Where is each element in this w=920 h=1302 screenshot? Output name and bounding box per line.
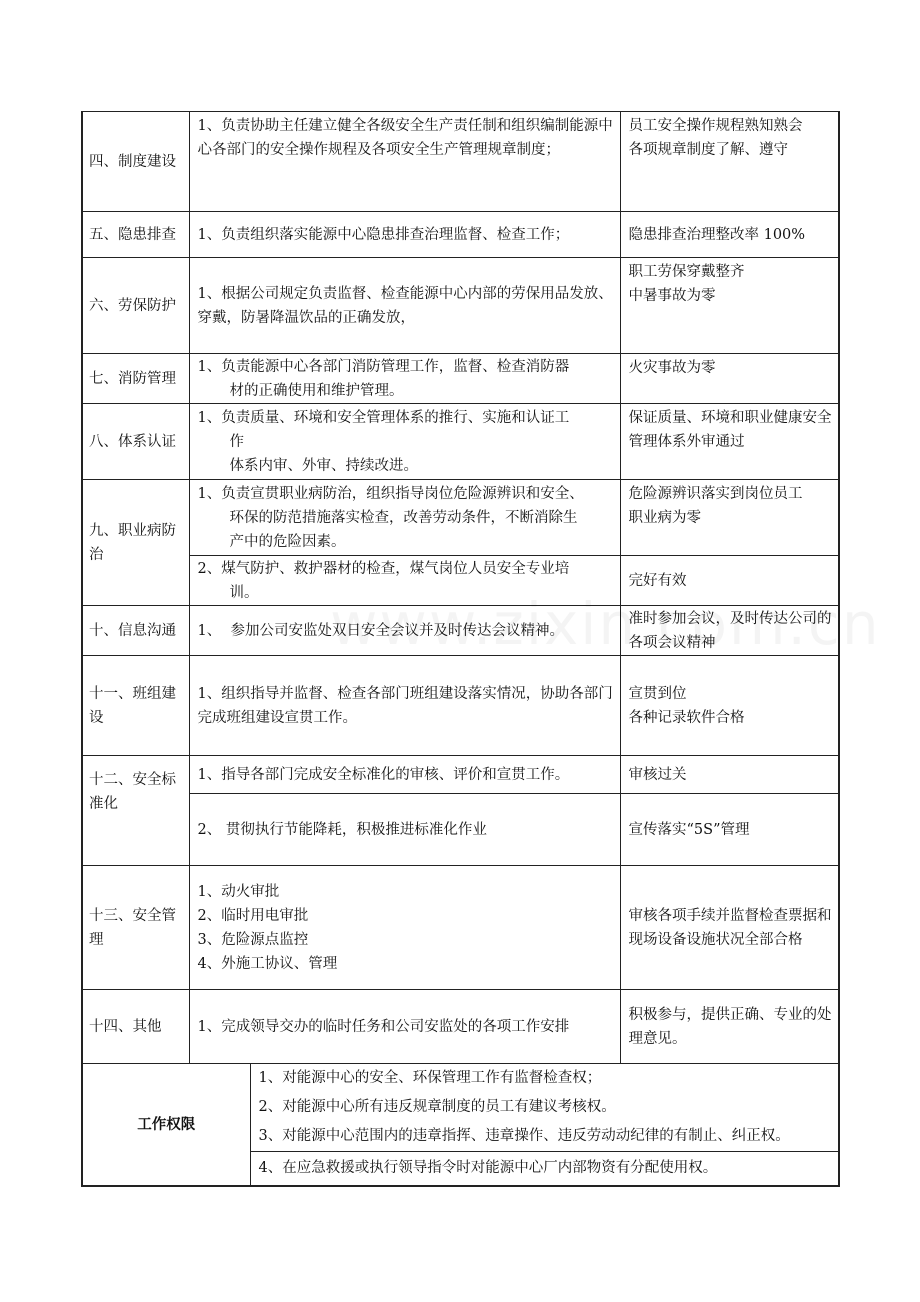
- table-row: [82, 556, 839, 606]
- category-cell: 十一、班组建设: [82, 656, 189, 756]
- goal-cell: 保证质量、环境和职业健康安全管理体系外审通过: [620, 404, 839, 480]
- category-cell: 八、体系认证: [82, 404, 189, 480]
- goal-cell: 审核各项手续并监督检查票据和现场设备设施状况全部合格: [620, 866, 839, 990]
- table-row: [82, 656, 839, 756]
- authority-item: 4、在应急救援或执行领导指令时对能源中心厂内部物资有分配使用权。: [258, 1160, 718, 1176]
- category-cell: 四、制度建设: [82, 112, 189, 212]
- goal-cell: 员工安全操作规程熟知熟会 各项规章制度了解、遵守: [620, 112, 839, 212]
- category-cell: 十三、安全管理: [82, 866, 189, 990]
- authority-items: [250, 1064, 839, 1186]
- goal-cell: 准时参加会议，及时传达公司的各项会议精神: [620, 606, 839, 656]
- responsibility-cell: 1、负责宣贯职业病防治，组织指导岗位危险源辨识和安全、 环保的防范措施落实检查，改善劳动条件，不断消除生 产中的危险因素。: [189, 480, 620, 556]
- category-cell: 十二、安全标准化: [82, 756, 189, 866]
- table-row: [82, 354, 839, 404]
- table-row: [82, 1064, 839, 1186]
- category-cell: 七、消防管理: [82, 354, 189, 404]
- table-row: [82, 258, 839, 354]
- goal-cell: 完好有效: [620, 556, 839, 606]
- category-cell: 十、信息沟通: [82, 606, 189, 656]
- authority-item: 1、对能源中心的安全、环保管理工作有监督检查权；: [258, 1070, 602, 1086]
- category-cell: 九、职业病防治: [82, 480, 189, 606]
- responsibility-cell: 1、负责能源中心各部门消防管理工作，监督、检查消防器 材的正确使用和维护管理。: [189, 354, 620, 404]
- goal-cell: 积极参与，提供正确、专业的处理意见。: [620, 990, 839, 1064]
- goal-cell: 职工劳保穿戴整齐 中暑事故为零: [620, 258, 839, 354]
- goal-cell: 宣传落实“5S”管理: [620, 794, 839, 866]
- table-row: [82, 212, 839, 258]
- authority-table: [81, 1064, 840, 1187]
- responsibility-table: [81, 111, 840, 1064]
- category-cell: 十四、其他: [82, 990, 189, 1064]
- table-row: [82, 794, 839, 866]
- responsibility-cell: 1、指导各部门完成安全标准化的审核、评价和宣贯工作。: [189, 756, 620, 794]
- goal-cell: 危险源辨识落实到岗位员工 职业病为零: [620, 480, 839, 556]
- authority-item: 3、对能源中心范围内的违章指挥、违章操作、违反劳动动纪律的有制止、纠正权。: [251, 1122, 839, 1152]
- responsibility-cell: 1、负责组织落实能源中心隐患排查治理监督、检查工作；: [189, 212, 620, 258]
- goal-cell: 宣贯到位 各种记录软件合格: [620, 656, 839, 756]
- table-row: [82, 606, 839, 656]
- category-cell: 六、劳保防护: [82, 258, 189, 354]
- responsibility-cell: 2、煤气防护、救护器材的检查，煤气岗位人员安全专业培 训。: [189, 556, 620, 606]
- authority-item: 2、对能源中心所有违反规章制度的员工有建议考核权。: [258, 1099, 616, 1115]
- authority-label: 工作权限: [82, 1064, 250, 1186]
- table-row: [82, 480, 839, 556]
- responsibility-cell: 1、负责协助主任建立健全各级安全生产责任制和组织编制能源中心各部门的安全操作规程及各项安全生产管理规章制度；: [189, 112, 620, 212]
- responsibility-sheet: [81, 111, 840, 1187]
- table-row: [82, 404, 839, 480]
- responsibility-cell: 2、 贯彻执行节能降耗，积极推进标准化作业: [189, 794, 620, 866]
- table-row: [82, 112, 839, 212]
- responsibility-cell: 1、 参加公司安监处双日安全会议并及时传达会议精神。: [189, 606, 620, 656]
- table-row: [82, 990, 839, 1064]
- responsibility-cell: 1、组织指导并监督、检查各部门班组建设落实情况，协助各部门完成班组建设宣贯工作。: [189, 656, 620, 756]
- goal-cell: 火灾事故为零: [620, 354, 839, 404]
- table-row: [82, 866, 839, 990]
- category-cell: 五、隐患排查: [82, 212, 189, 258]
- table-row: [82, 756, 839, 794]
- goal-cell: 隐患排查治理整改率 100%: [620, 212, 839, 258]
- responsibility-cell: 1、动火审批 2、临时用电审批 3、危险源点监控 4、外施工协议、管理: [189, 866, 620, 990]
- responsibility-cell: 1、根据公司规定负责监督、检查能源中心内部的劳保用品发放、穿戴，防暑降温饮品的正确发放，: [189, 258, 620, 354]
- responsibility-cell: 1、完成领导交办的临时任务和公司安监处的各项工作安排: [189, 990, 620, 1064]
- responsibility-cell: 1、负责质量、环境和安全管理体系的推行、实施和认证工 作 体系内审、外审、持续改进。: [189, 404, 620, 480]
- goal-cell: 审核过关: [620, 756, 839, 794]
